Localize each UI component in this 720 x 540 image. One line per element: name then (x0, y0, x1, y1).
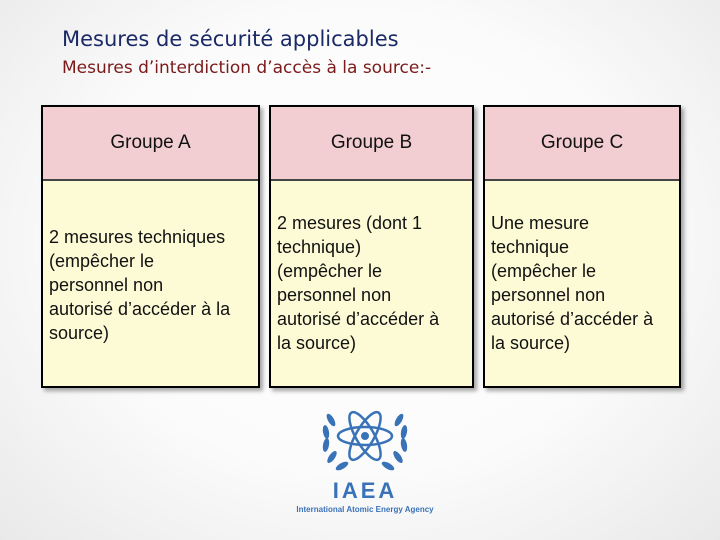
group-c-box (483, 105, 681, 388)
group-c-line: technique (491, 237, 570, 257)
slide-subtitle: Mesures d’interdiction d’accès à la source:- (62, 58, 432, 78)
group-b-line: personnel non (277, 285, 392, 305)
group-a-description (43, 181, 258, 388)
group-b-line: autorisé d’accéder à (277, 309, 440, 329)
group-a-line: 2 mesures techniques (49, 226, 226, 247)
group-c-line: la source) (491, 333, 571, 353)
group-c-line: autorisé d’accéder à (491, 309, 654, 329)
iaea-logo (285, 398, 445, 520)
group-c-line: Une mesure (491, 213, 590, 233)
logo-name: IAEA (332, 478, 398, 503)
group-c-line: (empêcher le (491, 261, 597, 281)
group-a-line: (empêcher le (49, 250, 155, 271)
group-b-header: Groupe B (271, 107, 472, 181)
group-b-line: technique) (277, 237, 362, 257)
group-b-description (271, 181, 472, 388)
group-b-box (269, 105, 474, 388)
group-b-line: la source) (277, 333, 357, 353)
group-c-line: personnel non (491, 285, 606, 305)
group-c-description (485, 181, 679, 388)
group-a-line: source) (49, 322, 110, 343)
group-a-line: autorisé d’accéder à la (49, 298, 231, 319)
group-b-line: 2 mesures (dont 1 (277, 213, 423, 233)
group-c-header: Groupe C (485, 107, 679, 181)
logo-subtitle: International Atomic Energy Agency (296, 505, 434, 514)
group-a-box (41, 105, 260, 388)
iaea-atom-emblem-icon (315, 398, 415, 476)
group-a-line: personnel non (49, 274, 164, 295)
group-b-line: (empêcher le (277, 261, 383, 281)
group-a-header: Groupe A (43, 107, 258, 181)
slide-title: Mesures de sécurité applicables (62, 27, 399, 51)
